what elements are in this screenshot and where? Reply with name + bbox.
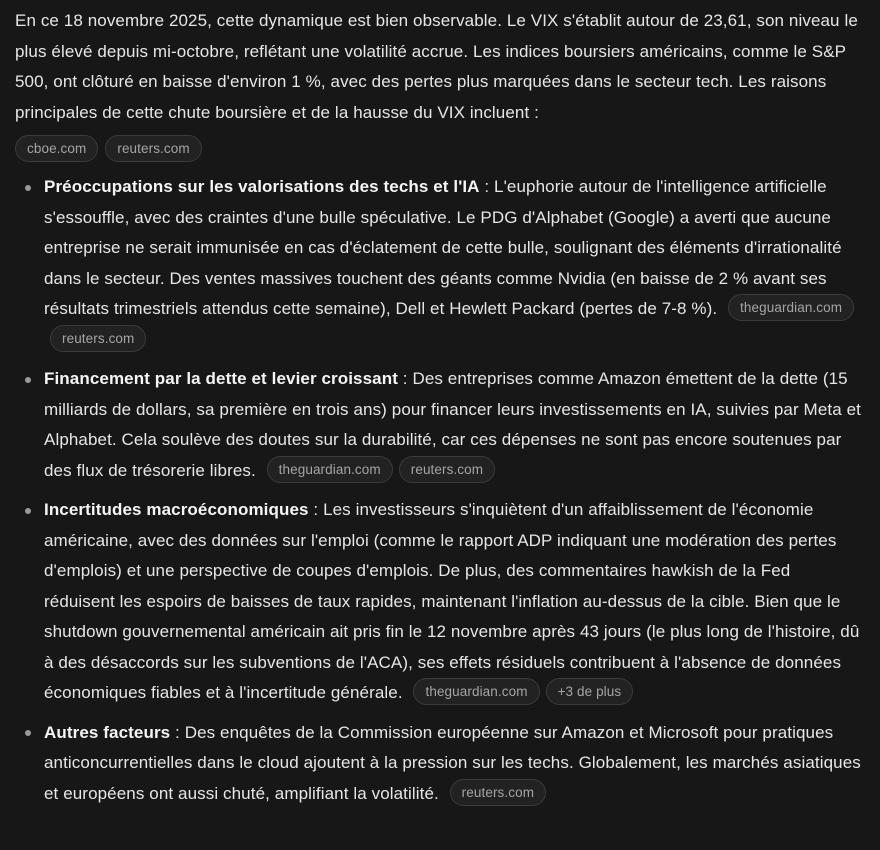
list-item-title: Autres facteurs [44,722,171,742]
citation-pill[interactable]: +3 de plus [546,678,634,705]
key-points-list [15,172,864,809]
list-item-title: Financement par la dette et levier croissant [44,369,398,388]
list-item-body: : Des entreprises comme Amazon émettent de la dette (15 milliards de dollars, sa première en trois ans) pour financer leurs investissements en IA, suivies par Meta et Alphabet. Cela soulève des doutes sur la durabilité, car ces dépenses ne sont pas encore soutenues par des flux de trésorerie libres. [44,369,861,480]
bullet-icon [25,508,31,514]
list-item-title: Préoccupations sur les valorisations des techs et l'IA [44,177,480,196]
list-item-body: : Des enquêtes de la Commission européenne sur Amazon et Microsoft pour pratiques anticoncurrentielles dans le cloud ajoutent à la pression sur les techs. Globalement, les marchés asiatiques et européens ont aussi chuté, amplifiant la volatilité. [44,722,861,803]
intro-paragraph: En ce 18 novembre 2025, cette dynamique est bien observable. Le VIX s'établit autour de 23,61, son niveau le plus élevé depuis mi-octobre, reflétant une volatilité accrue. Les indices boursiers américains, comme le S&P 500, ont clôturé en baisse d'environ 1 %, avec des pertes plus marquées dans le secteur tech. Les raisons principales de cette chute boursière et de la hausse du VIX incluent : [15,11,858,122]
citation-pill[interactable]: theguardian.com [413,678,539,705]
citation-pill[interactable]: reuters.com [50,325,146,352]
intro-citations [15,135,864,162]
bullet-icon [25,377,31,383]
list-item [15,364,864,486]
list-item [15,172,864,355]
list-item [15,495,864,709]
list-item-body: : L'euphorie autour de l'intelligence artificielle s'essouffle, avec des craintes d'une bulle spéculative. Le PDG d'Alphabet (Google) a averti que aucune entreprise ne serait immunisée en cas d'éclatement de cette bulle, soulignant des éléments d'irrationalité dans le secteur. Des ventes massives touchent des géants comme Nvidia (en baisse de 2 % avant ses résultats trimestriels attendus cette semaine), Dell et Hewlett Packard (pertes de 7-8 %). [44,177,842,318]
list-item-body: : Les investisseurs s'inquiètent d'un affaiblissement de l'économie américaine, avec des données sur l'emploi (comme le rapport ADP indiquant une modération des pertes d'emplois) et une perspective de coupes d'emplois. De plus, des commentaires hawkish de la Fed réduisent les espoirs de baisses de taux rapides, maintenant l'inflation au-dessus de la cible. Bien que le shutdown gouvernemental américain ait pris fin le 12 novembre après 43 jours (le plus long de l'histoire, dû à des désaccords sur les subventions de l'ACA), ses effets résiduels contribuent à l'absence de données économiques fiables et à l'incertitude générale. [44,500,860,702]
citation-pill[interactable]: theguardian.com [728,294,854,321]
list-item [15,718,864,810]
citation-pill[interactable]: reuters.com [105,135,201,162]
citation-pill[interactable]: cboe.com [15,135,98,162]
bullet-icon [25,185,31,191]
list-item-title: Incertitudes macroéconomiques [44,500,309,519]
citation-pill[interactable]: reuters.com [450,779,546,806]
bullet-icon [25,730,31,736]
citation-pill[interactable]: reuters.com [399,456,495,483]
citation-pill[interactable]: theguardian.com [267,456,393,483]
